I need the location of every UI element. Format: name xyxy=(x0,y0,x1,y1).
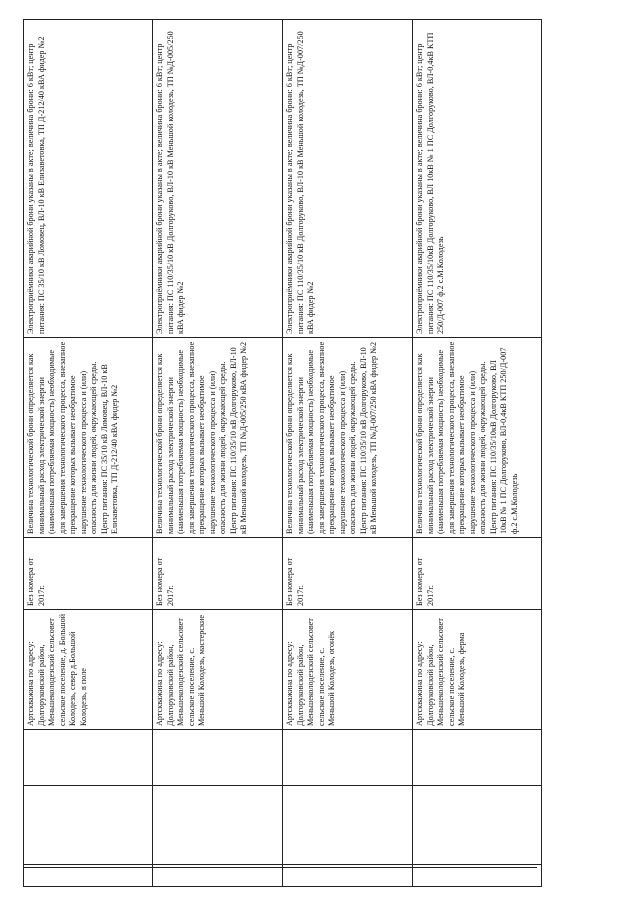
definition-cell: Величина технологической брони определяется как минимальный расход электрической энергии (наименьшая потребляемая мощность) необходимые для завершения технологического процесса, внезапное прекращение которых вызывает необратимое нарушение технологического процесса и (или) опасность для жизни людей, окружающей среды. Центр питания: ПС 110/35/10кВ Долгоруково, ВЛ 10кВ № 1 ПС Долгоруково, ВЛ-0,4кВ КТП 250/Д-007 ф.2 с.М.Колодезь xyxy=(413,338,542,538)
doc-number-cell: Без номера от 2017г. xyxy=(413,538,542,610)
reservation-table xyxy=(23,19,542,887)
doc-number-cell: Без номера от 2017г. xyxy=(24,538,153,610)
emergency-cell: Электроприёмники аварийной брони указаны в акте; величина брони: 6 кВт; центр питания: ПС 110/35/10 кВ Долгоруково, ВЛ-10 кВ Меньшой колодезь, ТП №Д-005/250 кВА фидер №2 xyxy=(153,20,283,338)
location-cell: Артскважина по адресу: Долгоруковский район, Меньшеколодезский сельсовет сельское поселение, с. Меньшой Колодезь, огонёк xyxy=(283,610,413,730)
table-row xyxy=(283,20,413,887)
empty-cell xyxy=(153,786,283,865)
definition-cell: Величина технологической брони определяется как минимальный расход электрической энергии (наименьшая потребляемая мощность) необходимые для завершения технологического процесса, внезапное прекращение которых вызывает необратимое нарушение технологического процесса и (или) опасность для жизни людей, окружающей среды. Центр питания: ПС 35/10 кВ Ломовец, ВЛ-10 кВ Елизаветовка, ТП Д-212/40 кВА фидер №2 xyxy=(24,338,153,538)
rotated-page xyxy=(23,20,535,887)
location-cell: Артскважина по адресу: Долгоруковский район, Меньшеколодезский сельсовет сельское поселение, с. Меньшой Колодезь, ферма xyxy=(413,610,542,730)
empty-cell xyxy=(24,730,153,786)
empty-cell xyxy=(24,786,153,865)
location-cell: Артскважина по адресу: Долгоруковский район, Меньшеколодезский сельсовет сельское поселение, д. Большой Колодезь, север д.Большой Колодезь, в поле xyxy=(24,610,153,730)
divider-line xyxy=(23,867,537,868)
definition-cell: Величина технологической брони определяется как минимальный расход электрической энергии (наименьшая потребляемая мощность) необходимые для завершения технологического процесса, внезапное прекращение которых вызывает необратимое нарушение технологического процесса и (или) опасность для жизни людей, окружающей среды. Центр питания: ПС 110/35/10 кВ Долгоруково, ВЛ-10 кВ Меньшой колодезь, ТП №Д-005/250 кВА фидер №2 xyxy=(153,338,283,538)
emergency-cell: Электроприёмники аварийной брони указаны в акте; величина брони: 6 кВт; центр питания: ПС 110/35/10 кВ Долгоруково, ВЛ-10 кВ Меньшой колодезь, ТП №Д-007/250 кВА фидер №2 xyxy=(283,20,413,338)
doc-number-cell: Без номера от 2017г. xyxy=(153,538,283,610)
table-row xyxy=(413,20,542,887)
empty-cell xyxy=(283,786,413,865)
doc-number-cell: Без номера от 2017г. xyxy=(283,538,413,610)
empty-cell xyxy=(283,730,413,786)
emergency-cell: Электроприёмники аварийной брони указаны в акте; величина брони: 6 кВт; центр питания: ПС 110/35/10кВ Долгоруково, ВЛ 10кВ № 1 ПС Долгоруково, ВЛ-0,4кВ КТП 250/Д-007 ф.2 с.М.Колодезь xyxy=(413,20,542,338)
table-row xyxy=(24,20,153,887)
definition-cell: Величина технологической брони определяется как минимальный расход электрической энергии (наименьшая потребляемая мощность) необходимые для завершения технологического процесса, внезапное прекращение которых вызывает необратимое нарушение технологического процесса и (или) опасность для жизни людей, окружающей среды. Центр питания: ПС 110/35/10 кВ Долгоруково, ВЛ-10 кВ Меньшой колодезь, ТП №Д-007/250 кВА фидер №2 xyxy=(283,338,413,538)
empty-cell xyxy=(413,786,542,865)
table-row xyxy=(153,20,283,887)
empty-cell xyxy=(153,730,283,786)
empty-cell xyxy=(413,730,542,786)
emergency-cell: Электроприёмники аварийной брони указаны в акте; величина брони: 6 кВт; центр питания: ПС 35/10 кВ Ломовец, ВЛ-10 кВ Елизаветовка, ТП Д-212/40 кВА фидер №2 xyxy=(24,20,153,338)
location-cell: Артскважина по адресу: Долгоруковский район, Меньшеколодезский сельсовет сельское поселение, с. Меньшой Колодезь, мастерские xyxy=(153,610,283,730)
